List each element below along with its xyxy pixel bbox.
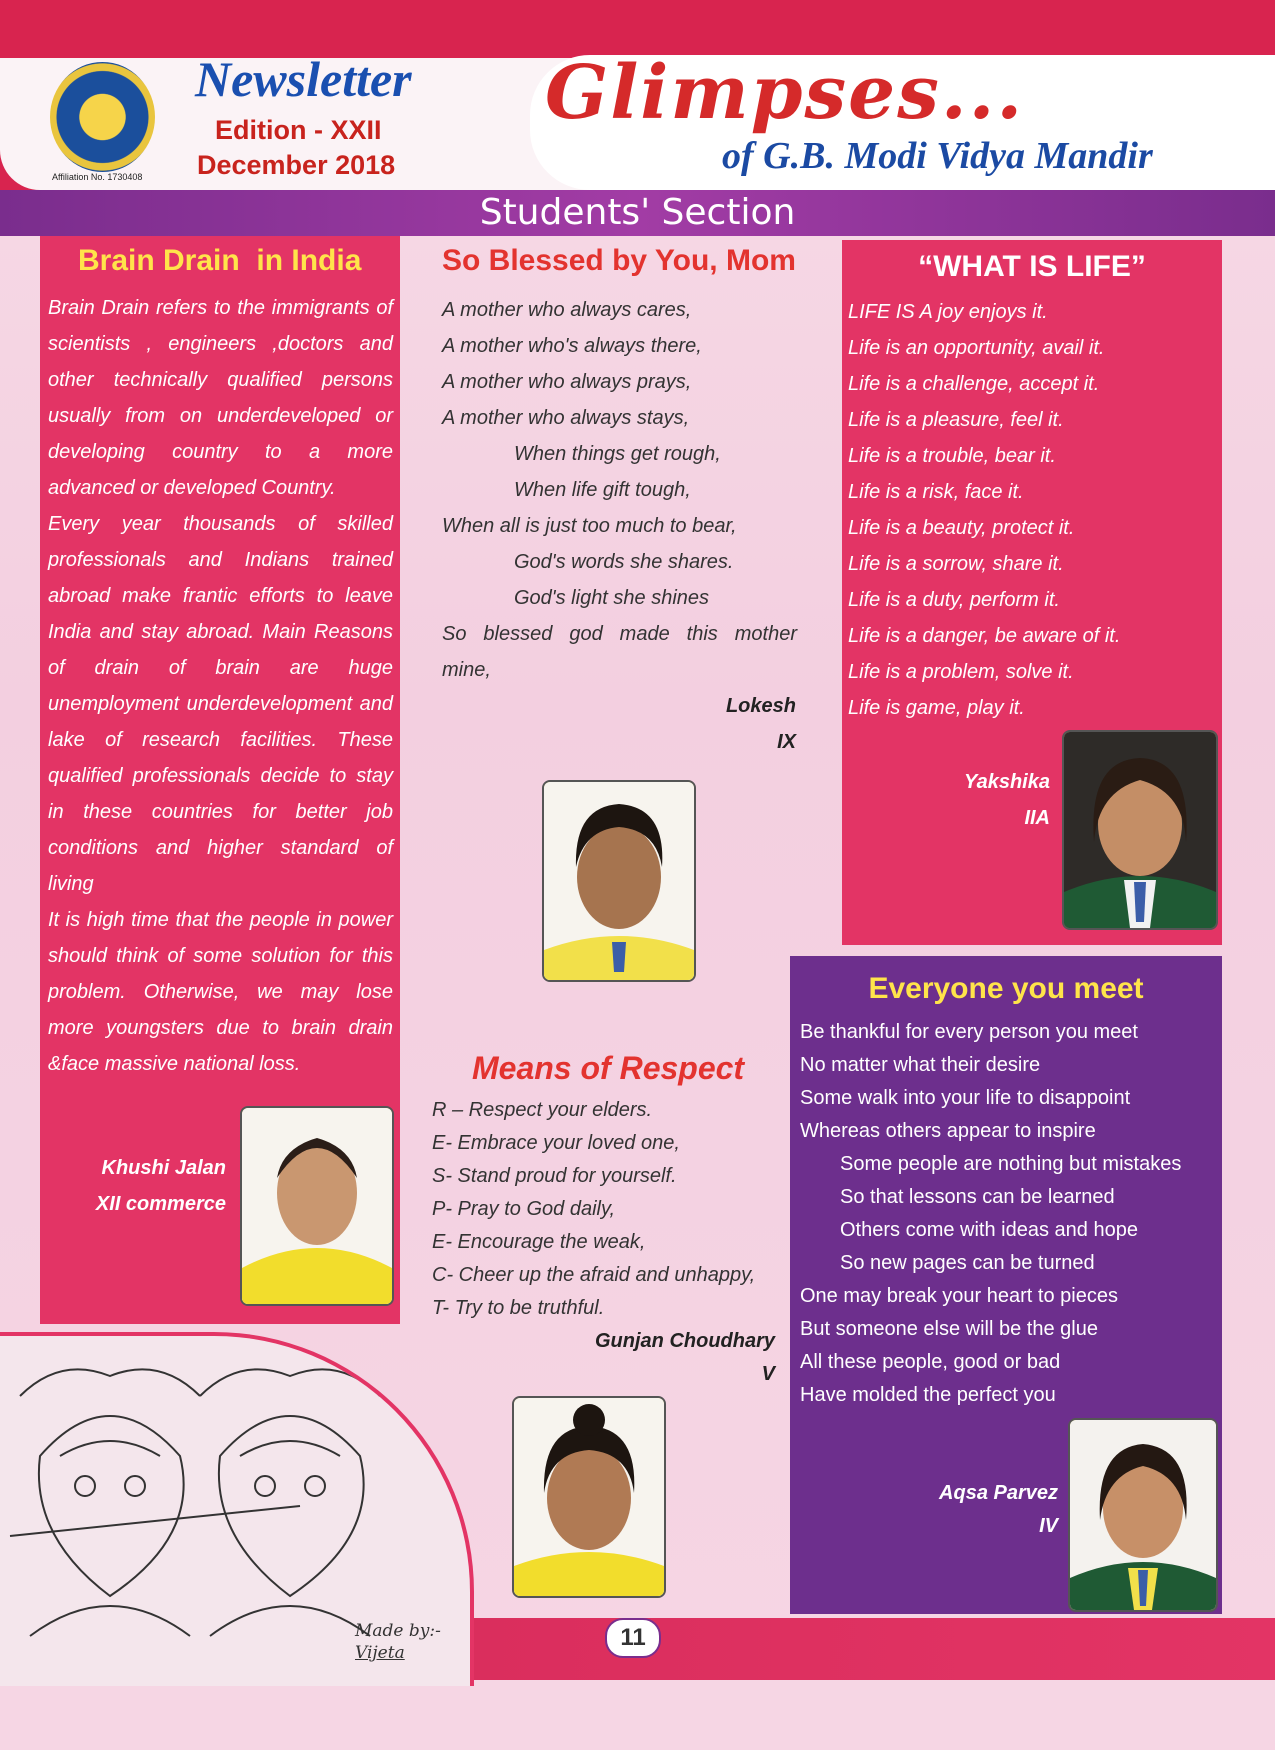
meet-line: But someone else will be the glue: [800, 1318, 1098, 1340]
respect-line: C- Cheer up the afraid and unhappy,: [432, 1264, 756, 1286]
respect-line: R – Respect your elders.: [432, 1099, 653, 1121]
mom-poem-body: [442, 292, 797, 688]
respect-author: [560, 1325, 775, 1391]
respect-line: S- Stand proud for yourself.: [432, 1165, 677, 1187]
life-line: Life is game, play it.: [848, 697, 1025, 719]
signature-name: Vijeta: [355, 1643, 405, 1663]
issue-date: December 2018: [197, 150, 396, 180]
respect-line: T- Try to be truthful.: [432, 1297, 605, 1319]
brain-drain-paragraph: Brain Drain refers to the immigrants of scientists , engineers ,doctors and other technically qualified persons usually from on underdeveloped or developing country to a more advanced or developed Country.: [48, 297, 393, 499]
life-line: Life is a pleasure, feel it.: [848, 409, 1064, 431]
section-title: Students' Section: [479, 192, 796, 233]
author-name: Gunjan Choudhary: [595, 1330, 775, 1352]
brain-drain-author: [90, 1150, 226, 1222]
poem-line: When life gift tough,: [514, 479, 691, 501]
brain-drain-paragraph: Every year thousands of skilled professionals and Indians trained abroad make frantic efforts to leave India and stay abroad. Main Reasons of drain of brain are huge unemployment underdevelopment and lake of research facilities. These qualified professionals decide to stay in these countries for better job conditions and higher standard of living: [48, 513, 393, 895]
what-is-life-body: [848, 294, 1218, 726]
meet-line: So that lessons can be learned: [840, 1186, 1115, 1208]
everyone-you-meet-title: Everyone you meet: [868, 972, 1144, 1005]
everyone-you-meet-body: [800, 1016, 1220, 1412]
newsletter-title: Newsletter: [195, 51, 412, 107]
school-name: of G.B. Modi Vidya Mandir: [722, 135, 1153, 177]
portrait-image: [1070, 1420, 1216, 1610]
author-photo: [1068, 1418, 1218, 1612]
life-line: Life is a duty, perform it.: [848, 589, 1060, 611]
author-name: Aqsa Parvez: [939, 1482, 1058, 1504]
edition-label: Edition - XXII: [215, 115, 382, 145]
life-line: Life is a danger, be aware of it.: [848, 625, 1121, 647]
what-is-life-title: “WHAT IS LIFE”: [918, 250, 1146, 283]
author-name: Khushi Jalan: [101, 1157, 226, 1179]
meet-line: So new pages can be turned: [840, 1252, 1095, 1274]
author-name: Yakshika: [964, 771, 1050, 793]
portrait-image: [242, 1108, 392, 1304]
poem-line: God's light she shines: [514, 587, 710, 609]
meet-line: Some people are nothing but mistakes: [840, 1153, 1182, 1175]
meet-line: Have molded the perfect you: [800, 1384, 1056, 1406]
banner-title: Glimpses...: [545, 50, 1025, 136]
author-photo: [512, 1396, 666, 1598]
author-class: IV: [1039, 1515, 1058, 1537]
life-line: Life is a problem, solve it.: [848, 661, 1074, 683]
life-line: Life is a challenge, accept it.: [848, 373, 1100, 395]
poem-line: A mother who always prays,: [442, 371, 692, 393]
mom-poem-author: [660, 688, 796, 760]
author-photo: [1062, 730, 1218, 930]
everyone-you-meet-author: [920, 1477, 1058, 1543]
school-logo: [50, 62, 155, 172]
life-line: Life is a beauty, protect it.: [848, 517, 1075, 539]
author-photo: [542, 780, 696, 982]
signature-line: Made by:-: [355, 1621, 441, 1641]
portrait-image: [514, 1398, 664, 1596]
meet-line: Some walk into your life to disappoint: [800, 1087, 1131, 1109]
portrait-image: [544, 782, 694, 980]
author-class: IIA: [1024, 807, 1050, 829]
portrait-image: [1064, 732, 1216, 928]
respect-title: Means of Respect: [472, 1050, 745, 1086]
respect-body: [432, 1094, 802, 1325]
meet-line: No matter what their desire: [800, 1054, 1041, 1076]
mom-poem-title: So Blessed by You, Mom: [442, 244, 796, 277]
brain-drain-body: [48, 290, 393, 1082]
life-line: Life is a sorrow, share it.: [848, 553, 1064, 575]
life-line: Life is a risk, face it.: [848, 481, 1024, 503]
meet-line: All these people, good or bad: [800, 1351, 1061, 1373]
respect-line: P- Pray to God daily,: [432, 1198, 616, 1220]
respect-line: E- Encourage the weak,: [432, 1231, 646, 1253]
life-line: Life is an opportunity, avail it.: [848, 337, 1105, 359]
brain-drain-paragraph: It is high time that the people in power should think of some solution for this problem. Otherwise, we may lose more youngsters due to brain drain &face massive national loss.: [48, 909, 393, 1075]
author-class: V: [761, 1363, 775, 1385]
affiliation-number: Affiliation No. 1730408: [52, 172, 143, 182]
poem-line: A mother who's always there,: [442, 335, 702, 357]
author-name: Lokesh: [725, 695, 796, 717]
brain-drain-title: Brain Drain in India: [78, 244, 362, 277]
poem-line: So blessed god made this mother mine,: [442, 623, 797, 681]
poem-line: A mother who always stays,: [442, 407, 690, 429]
what-is-life-author: [930, 764, 1050, 836]
life-line: Life is a trouble, bear it.: [848, 445, 1056, 467]
author-class: XII commerce: [95, 1193, 226, 1215]
poem-line: When all is just too much to bear,: [442, 515, 737, 537]
sketch-signature: [355, 1620, 441, 1664]
author-class: IX: [777, 731, 796, 753]
meet-line: Whereas others appear to inspire: [800, 1120, 1096, 1142]
poem-line: When things get rough,: [514, 443, 721, 465]
poem-line: A mother who always cares,: [442, 299, 692, 321]
page-number: 11: [605, 1618, 661, 1658]
meet-line: One may break your heart to pieces: [800, 1285, 1118, 1307]
author-photo: [240, 1106, 394, 1306]
poem-line: God's words she shares.: [514, 551, 734, 573]
meet-line: Others come with ideas and hope: [840, 1219, 1138, 1241]
life-line: LIFE IS A joy enjoys it.: [848, 301, 1048, 323]
respect-line: E- Embrace your loved one,: [432, 1132, 680, 1154]
meet-line: Be thankful for every person you meet: [800, 1021, 1138, 1043]
